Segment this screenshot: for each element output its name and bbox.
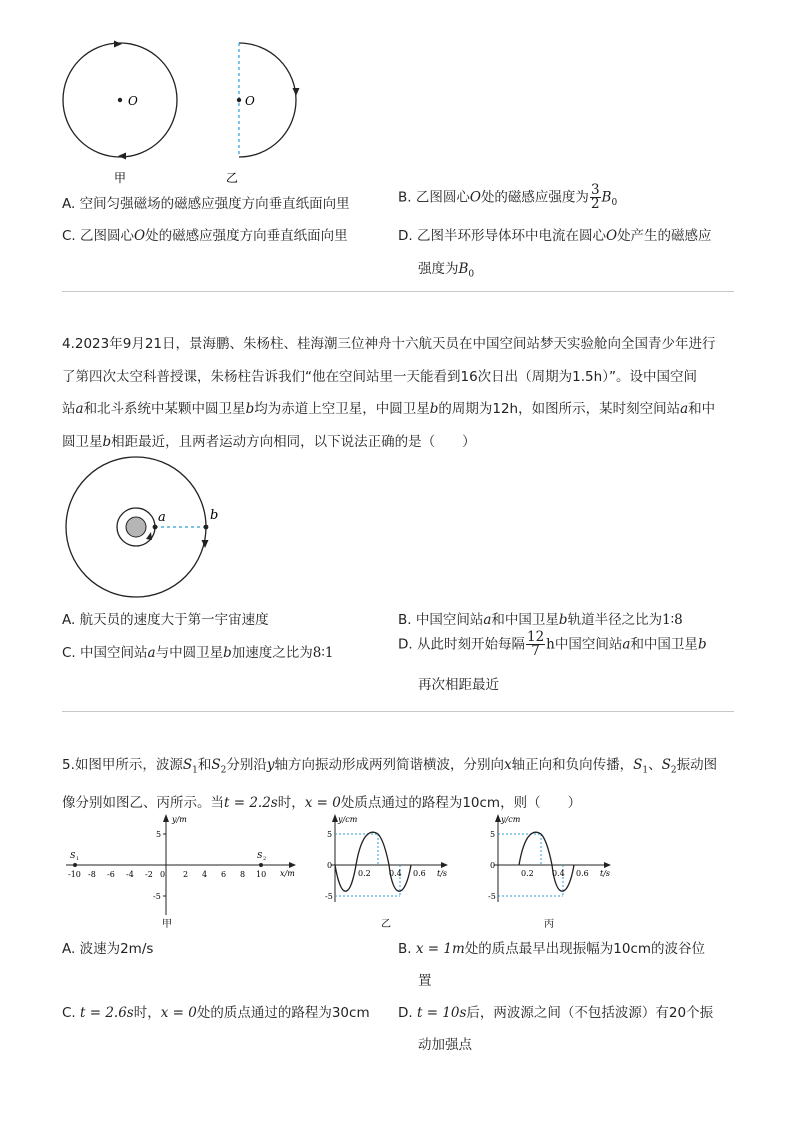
sine-curve-s2 xyxy=(519,832,574,891)
q4-option-d-line2: 再次相距最近 xyxy=(418,677,499,693)
source-s2-dot xyxy=(259,863,263,867)
svg-text:x/m: x/m xyxy=(280,869,295,878)
fraction-3-2: $\frac{3}{2}$ xyxy=(590,182,600,212)
svg-text:6: 6 xyxy=(221,870,227,879)
q3-option-b[interactable]: B. 乙图圆心O处的磁感应强度为 $\frac{3}{2}$ $B_0$ xyxy=(398,182,618,212)
svg-text:5: 5 xyxy=(490,830,496,839)
svg-text:0.2: 0.2 xyxy=(521,869,534,878)
station-a-dot xyxy=(153,525,158,530)
q5-option-b[interactable]: B. x = 1m处的质点最早出现振幅为10cm的波谷位 xyxy=(398,941,706,957)
q3-option-d[interactable]: D. 乙图半环形导体环中电流在圆心O处产生的磁感应 xyxy=(398,228,712,244)
svg-text:-5: -5 xyxy=(153,892,161,901)
svg-text:y/m: y/m xyxy=(172,815,187,824)
svg-text:-6: -6 xyxy=(107,870,115,879)
svg-text:0.2: 0.2 xyxy=(358,869,371,878)
svg-text:0.6: 0.6 xyxy=(576,869,589,878)
divider xyxy=(62,291,734,292)
svg-text:S: S xyxy=(257,851,263,860)
svg-text:2: 2 xyxy=(263,856,267,862)
wave-source-axis-figure xyxy=(60,810,300,930)
q4-option-a[interactable]: A. 航天员的速度大于第一宇宙速度 xyxy=(62,612,269,628)
svg-text:0: 0 xyxy=(160,870,166,879)
svg-text:0: 0 xyxy=(490,861,496,870)
svg-text:a: a xyxy=(158,510,166,525)
svg-text:-10: -10 xyxy=(68,870,81,879)
q3-option-a[interactable]: A. 空间匀强磁场的磁感应强度方向垂直纸面向里 xyxy=(62,196,350,212)
q4-stem: 4.2023年9月21日，景海鹏、朱杨柱、桂海潮三位神舟十六航天员在中国空间站梦天实验舱向全国青少年进行 了第四次太空科普授课，朱杨柱告诉我们“他在空间站里一天能看到16次日出（周期为1.5h）”。设中国空间 站a和北斗系统中某颗中圆卫星b均为赤道上空卫星，中圆卫星b的周期为12h，如图所示，某时刻空间站a和中 圆卫星b相距最近，且两者运动方向相同，以下说法正确的是（ ） xyxy=(62,336,716,450)
q4-option-c[interactable]: C. 中国空间站a与中圆卫星b加速度之比为8∶1 xyxy=(62,645,334,661)
earth-icon xyxy=(126,517,146,537)
svg-text:2: 2 xyxy=(183,870,189,879)
arrow-inner-icon xyxy=(146,532,152,540)
svg-text:-5: -5 xyxy=(325,892,333,901)
q5-option-a[interactable]: A. 波速为2m/s xyxy=(62,941,154,957)
svg-text:丙: 丙 xyxy=(544,919,554,930)
svg-text:甲: 甲 xyxy=(162,919,172,930)
q5-option-c[interactable]: C. t = 2.6s时，x = 0处的质点通过的路程为30cm xyxy=(62,1005,370,1021)
center-label-right: O xyxy=(245,94,255,108)
svg-text:1: 1 xyxy=(76,856,80,862)
svg-text:0.4: 0.4 xyxy=(389,869,402,878)
q5-stem: 5.如图甲所示，波源$S_1$和$S_2$分别沿y轴方向振动形成两列简谐横波，分别向x轴正向和负向传播，$S_1$、$S_2$振动图 像分别如图乙、丙所示。当t = 2.2s时，x = 0处质点通过的路程为10cm，则（ ） xyxy=(62,757,718,812)
fraction-12-7: $\frac{12}{7}$ xyxy=(526,629,545,659)
q5-option-b-line2: 置 xyxy=(418,973,432,989)
svg-text:-2: -2 xyxy=(145,870,153,879)
satellite-b-dot xyxy=(204,525,209,530)
q4-option-d[interactable]: D. 从此时刻开始每隔 $\frac{12}{7}$ h中国空间站a和中国卫星b xyxy=(398,629,707,659)
svg-text:5: 5 xyxy=(156,830,162,839)
svg-text:5: 5 xyxy=(327,830,333,839)
svg-text:0: 0 xyxy=(327,861,333,870)
svg-text:0.6: 0.6 xyxy=(413,869,426,878)
svg-text:S: S xyxy=(70,851,76,860)
arrow-top-icon xyxy=(114,41,122,48)
svg-text:0.4: 0.4 xyxy=(552,869,565,878)
q3-option-c[interactable]: C. 乙图圆心O处的磁感应强度方向垂直纸面向里 xyxy=(62,228,348,244)
q3-option-d-line2: 强度为$B_0$ xyxy=(418,261,475,280)
q5-option-d[interactable]: D. t = 10s后，两波源之间（不包括波源）有20个振 xyxy=(398,1005,714,1021)
vibration-graph-s2 xyxy=(488,810,618,930)
svg-text:y/cm: y/cm xyxy=(501,815,521,824)
svg-text:y/cm: y/cm xyxy=(338,815,358,824)
magnetic-field-figure xyxy=(56,36,316,186)
svg-text:-8: -8 xyxy=(88,870,96,879)
arrow-right-icon xyxy=(293,88,300,96)
svg-text:10: 10 xyxy=(256,870,267,879)
svg-text:4: 4 xyxy=(202,870,208,879)
svg-text:-4: -4 xyxy=(126,870,134,879)
source-s1-dot xyxy=(73,863,77,867)
half-ring-figure xyxy=(226,43,300,185)
orbit-figure xyxy=(60,456,230,602)
caption-jia: 甲 xyxy=(114,171,127,185)
svg-text:-5: -5 xyxy=(488,892,496,901)
x-ticks xyxy=(68,870,266,879)
svg-text:乙: 乙 xyxy=(381,919,391,930)
svg-text:8: 8 xyxy=(240,870,246,879)
divider xyxy=(62,711,734,712)
caption-yi: 乙 xyxy=(226,171,239,185)
vibration-graph-s1 xyxy=(325,810,455,930)
svg-text:b: b xyxy=(210,508,219,523)
svg-text:t/s: t/s xyxy=(600,869,611,878)
full-ring-figure xyxy=(63,41,177,186)
center-label-left: O xyxy=(128,94,138,108)
q5-option-d-line2: 动加强点 xyxy=(418,1037,472,1053)
q4-option-b[interactable]: B. 中国空间站a和中国卫星b轨道半径之比为1∶8 xyxy=(398,612,683,628)
arrow-bottom-icon xyxy=(118,153,126,160)
svg-text:t/s: t/s xyxy=(437,869,448,878)
